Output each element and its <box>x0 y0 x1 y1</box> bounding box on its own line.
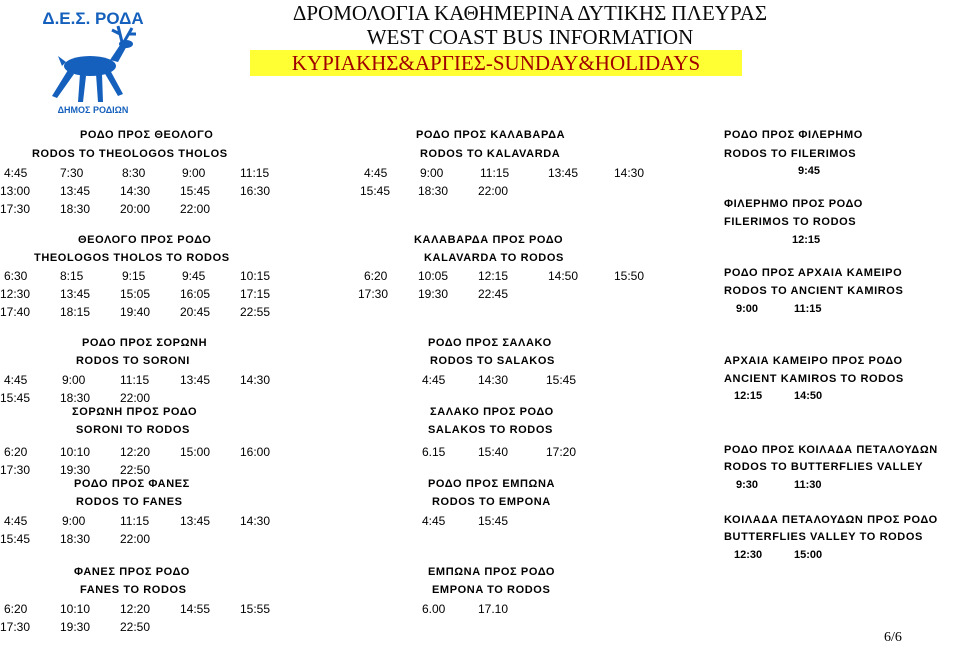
route-heading-en: RODOS TO FILERIMOS <box>724 148 857 160</box>
route-heading-en: RODOS TO KALAVARDA <box>420 148 561 160</box>
time: 16:05 <box>180 287 211 301</box>
time: 8:30 <box>122 166 146 180</box>
header-title-sunday: ΚΥΡΙΑΚΗΣ&ΑΡΓΙΕΣ-SUNDAY&HOLIDAYS <box>250 50 742 76</box>
time: 11:15 <box>120 514 150 528</box>
time: 9:45 <box>182 269 206 283</box>
route-heading-gr: ΕΜΠΩΝΑ ΠΡΟΣ ΡΟΔΟ <box>428 566 556 578</box>
time: 6:20 <box>4 602 28 616</box>
route-heading-gr: ΡΟΔΟ ΠΡΟΣ ΣΑΛΑΚΟ <box>428 337 552 349</box>
time: 15:55 <box>240 602 271 616</box>
time: 9:00 <box>420 166 444 180</box>
route-heading-en: RODOS TO SALAKOS <box>430 355 555 367</box>
time: 11:30 <box>794 479 822 491</box>
time: 14:55 <box>180 602 211 616</box>
route-heading-gr: ΡΟΔΟ ΠΡΟΣ ΑΡΧΑΙΑ ΚΑΜΕΙΡΟ <box>724 267 903 279</box>
time: 15:05 <box>120 287 151 301</box>
route-heading-gr: ΣΟΡΩΝΗ ΠΡΟΣ ΡΟΔΟ <box>72 406 198 418</box>
route-heading-gr: ΘΕΟΛΟΓΟ ΠΡΟΣ ΡΟΔΟ <box>78 234 212 246</box>
time: 11:15 <box>480 166 510 180</box>
time: 17:30 <box>358 287 389 301</box>
time: 22:00 <box>120 391 151 405</box>
route-heading-gr: ΡΟΔΟ ΠΡΟΣ ΣΟΡΩΝΗ <box>82 337 208 349</box>
time: 14:50 <box>794 390 823 402</box>
time: 12:15 <box>792 234 821 246</box>
time: 14:30 <box>240 514 271 528</box>
time: 11:15 <box>240 166 270 180</box>
route-heading-en: SALAKOS TO RODOS <box>428 424 553 436</box>
time: 9:15 <box>122 269 146 283</box>
logo-title: Δ.Ε.Σ. ΡΟΔΑ <box>42 9 144 28</box>
route-heading-en: EMPONA TO RODOS <box>432 584 551 596</box>
time: 19:30 <box>60 463 91 477</box>
time: 17:40 <box>0 305 31 319</box>
time: 15:45 <box>180 184 211 198</box>
time: 17:30 <box>0 463 31 477</box>
route-heading-en: RODOS TO THEOLOGOS THOLOS <box>32 148 228 160</box>
route-heading-gr: ΡΟΔΟ ΠΡΟΣ ΦΙΛΕΡΗΜΟ <box>724 129 863 141</box>
route-heading-en: SORONI TO RODOS <box>76 424 190 436</box>
time: 11:15 <box>120 373 150 387</box>
time: 22:00 <box>478 184 509 198</box>
time: 15:50 <box>614 269 645 283</box>
time: 12:30 <box>734 549 763 561</box>
time: 10:05 <box>418 269 449 283</box>
time: 9:30 <box>736 479 759 491</box>
time: 22:00 <box>120 532 151 546</box>
time: 20:45 <box>180 305 211 319</box>
time: 17:30 <box>0 620 31 634</box>
time: 22:55 <box>240 305 271 319</box>
route-heading-en: RODOS TO EMPONA <box>432 496 551 508</box>
time: 15:00 <box>180 445 211 459</box>
route-heading-gr: ΚΑΛΑΒΑΡΔΑ ΠΡΟΣ ΡΟΔΟ <box>414 234 564 246</box>
time: 17:15 <box>240 287 271 301</box>
deer-icon <box>52 26 136 102</box>
route-heading-gr: ΑΡΧΑΙΑ ΚΑΜΕΙΡΟ ΠΡΟΣ ΡΟΔΟ <box>724 355 903 367</box>
time: 18:15 <box>60 305 91 319</box>
time: 6:30 <box>4 269 28 283</box>
time: 18:30 <box>60 202 91 216</box>
time: 9:45 <box>798 165 821 177</box>
time: 16:30 <box>240 184 271 198</box>
time: 16:00 <box>240 445 271 459</box>
time: 4:45 <box>422 373 446 387</box>
route-heading-en: KALAVARDA TO RODOS <box>424 252 564 264</box>
time: 18:30 <box>60 532 91 546</box>
time: 19:30 <box>60 620 91 634</box>
time: 15:00 <box>794 549 823 561</box>
route-heading-en: FANES TO RODOS <box>80 584 187 596</box>
time: 9:00 <box>62 373 86 387</box>
time: 13:45 <box>60 287 91 301</box>
time: 12:15 <box>478 269 509 283</box>
time: 4:45 <box>364 166 388 180</box>
time: 22:45 <box>478 287 509 301</box>
route-heading-gr: ΚΟΙΛΑΔΑ ΠΕΤΑΛΟΥΔΩΝ ΠΡΟΣ ΡΟΔΟ <box>724 514 938 526</box>
time: 9:00 <box>736 303 759 315</box>
route-heading-gr: ΡΟΔΟ ΠΡΟΣ ΚΑΛΑΒΑΡΔΑ <box>416 129 566 141</box>
time: 10:10 <box>60 602 91 616</box>
route-heading-gr: ΦΑΝΕΣ ΠΡΟΣ ΡΟΔΟ <box>74 566 190 578</box>
route-heading-en: THEOLOGOS THOLOS TO RODOS <box>34 252 230 264</box>
time: 4:45 <box>422 514 446 528</box>
time: 6:20 <box>4 445 28 459</box>
time: 15:45 <box>0 532 31 546</box>
time: 15:45 <box>0 391 31 405</box>
time: 10:10 <box>60 445 91 459</box>
time: 12:20 <box>120 602 151 616</box>
route-heading-en: RODOS TO FANES <box>76 496 183 508</box>
time: 13:45 <box>180 514 211 528</box>
time: 22:50 <box>120 620 151 634</box>
time: 15:40 <box>478 445 509 459</box>
route-heading-en: ANCIENT KAMIROS TO RODOS <box>724 373 904 385</box>
time: 17:20 <box>546 445 577 459</box>
time: 10:15 <box>240 269 271 283</box>
time: 13:45 <box>548 166 579 180</box>
time: 11:15 <box>794 303 822 315</box>
time: 13:00 <box>0 184 31 198</box>
time: 9:00 <box>62 514 86 528</box>
time: 6:20 <box>364 269 388 283</box>
route-heading-en: BUTTERFLIES VALLEY TO RODOS <box>724 531 923 543</box>
route-heading-en: FILERIMOS TO RODOS <box>724 216 857 228</box>
header-title-english: WEST COAST BUS INFORMATION <box>366 25 694 49</box>
route-heading-gr: ΦΙΛΕΡΗΜΟ ΠΡΟΣ ΡΟΔΟ <box>724 198 863 210</box>
time: 7:30 <box>60 166 84 180</box>
time: 17:30 <box>0 202 31 216</box>
route-heading-gr: ΡΟΔΟ ΠΡΟΣ ΚΟΙΛΑΔΑ ΠΕΤΑΛΟΥΔΩΝ <box>724 444 938 456</box>
time: 14:30 <box>240 373 271 387</box>
time: 20:00 <box>120 202 151 216</box>
time: 12:15 <box>734 390 763 402</box>
time: 12:20 <box>120 445 151 459</box>
time: 6.00 <box>422 602 446 616</box>
time: 14:30 <box>120 184 151 198</box>
time: 9:00 <box>182 166 206 180</box>
time: 8:15 <box>60 269 84 283</box>
time: 13:45 <box>60 184 91 198</box>
time: 15:45 <box>360 184 391 198</box>
route-heading-gr: ΣΑΛΑΚΟ ΠΡΟΣ ΡΟΔΟ <box>430 406 554 418</box>
time: 22:50 <box>120 463 151 477</box>
route-heading-en: RODOS TO ANCIENT KAMIROS <box>724 285 904 297</box>
time: 4:45 <box>4 373 28 387</box>
time: 18:30 <box>60 391 91 405</box>
time: 4:45 <box>4 514 28 528</box>
header-title-greek: ΔΡΟΜΟΛΟΓΙΑ ΚΑΘΗΜΕΡΙΝΑ ΔΥΤΙΚΗΣ ΠΛΕΥΡΑΣ <box>292 1 768 25</box>
time: 18:30 <box>418 184 449 198</box>
route-heading-en: RODOS TO SORONI <box>76 355 190 367</box>
time: 22:00 <box>180 202 211 216</box>
time: 6.15 <box>422 445 446 459</box>
time: 14:50 <box>548 269 579 283</box>
time: 19:40 <box>120 305 151 319</box>
time: 12:30 <box>0 287 31 301</box>
logo-subtitle: ΔΗΜΟΣ ΡΟΔΙΩΝ <box>57 105 129 115</box>
time: 14:30 <box>478 373 509 387</box>
time: 19:30 <box>418 287 449 301</box>
page-number: 6/6 <box>884 630 902 645</box>
route-heading-gr: ΡΟΔΟ ΠΡΟΣ ΕΜΠΩΝΑ <box>428 478 556 490</box>
logo <box>38 4 148 116</box>
time: 15:45 <box>478 514 509 528</box>
route-heading-en: RODOS TO BUTTERFLIES VALLEY <box>724 461 924 473</box>
time: 15:45 <box>546 373 577 387</box>
time: 13:45 <box>180 373 211 387</box>
route-heading-gr: ΡΟΔΟ ΠΡΟΣ ΦΑΝΕΣ <box>74 478 190 490</box>
time: 4:45 <box>4 166 28 180</box>
time: 17.10 <box>478 602 509 616</box>
time: 14:30 <box>614 166 645 180</box>
route-heading-gr: ΡΟΔΟ ΠΡΟΣ ΘΕΟΛΟΓΟ <box>80 129 214 141</box>
